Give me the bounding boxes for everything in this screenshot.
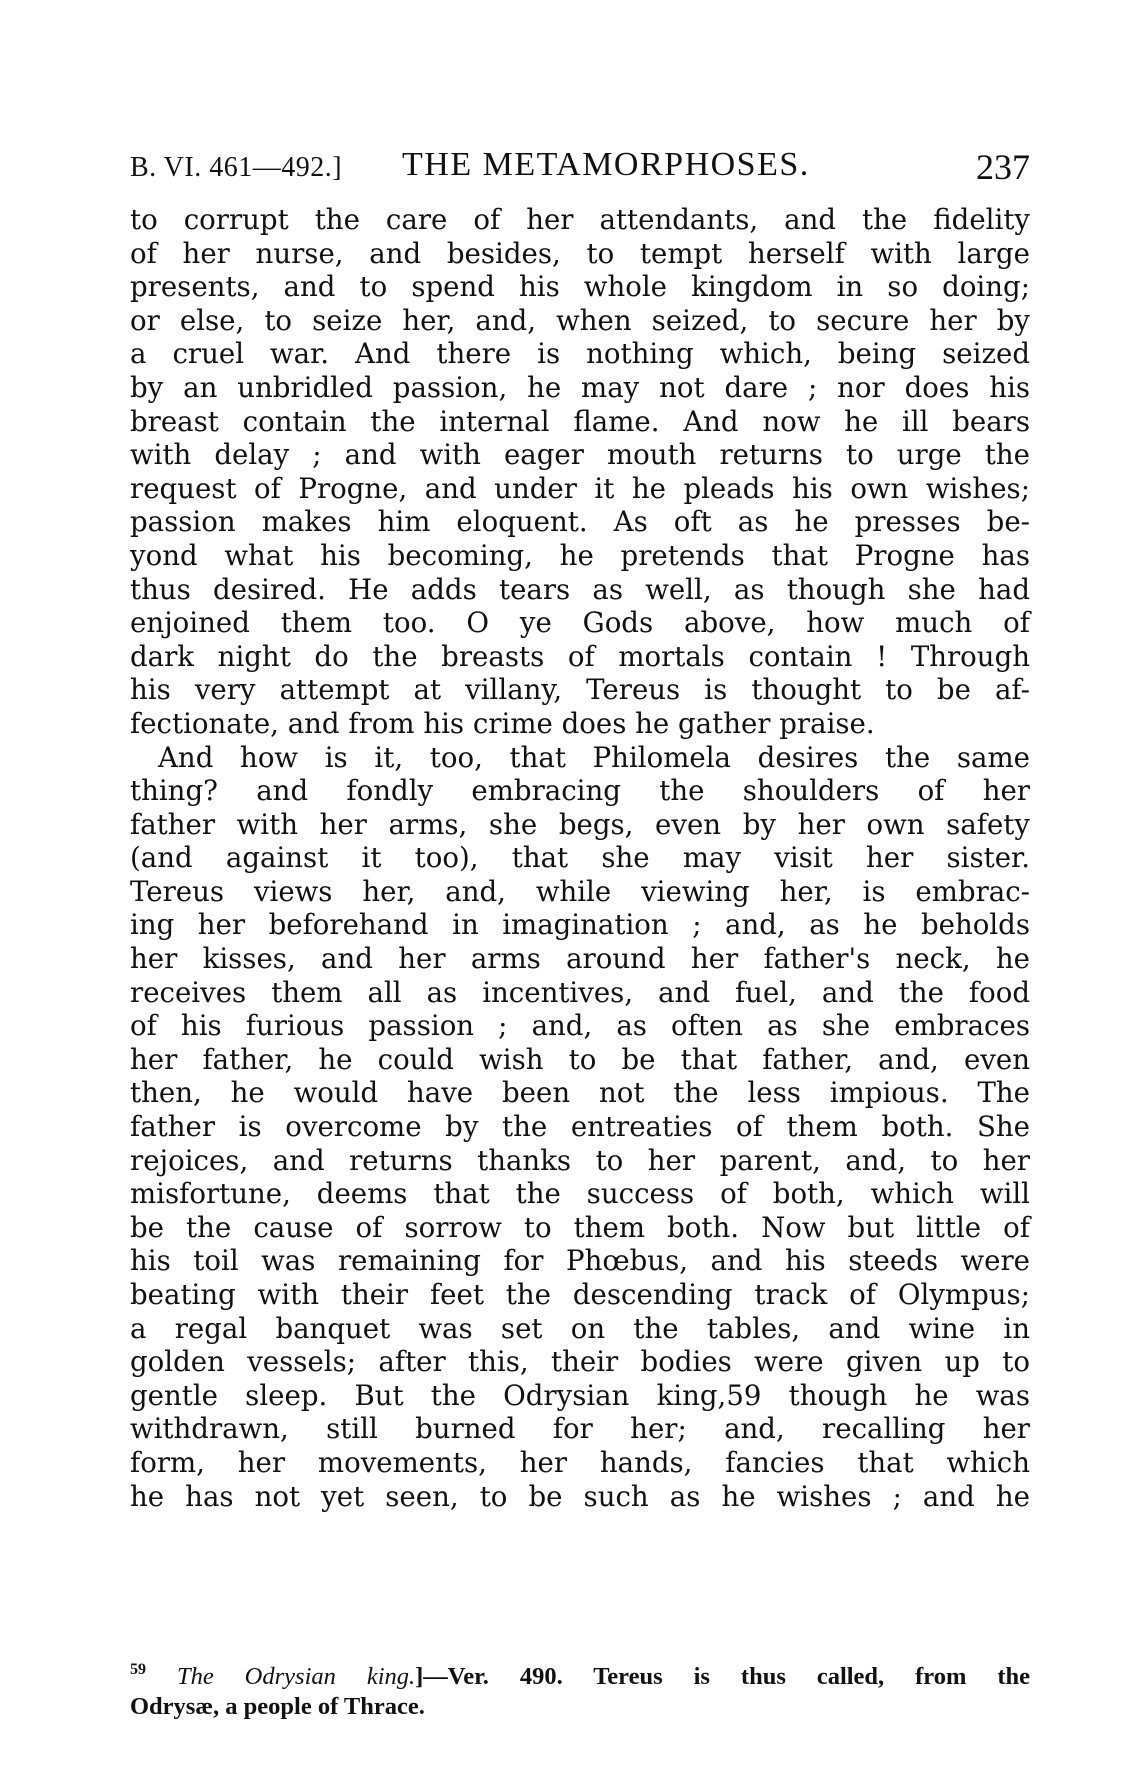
text-line: a regal banquet was set on the tables, and wine in bbox=[130, 1311, 1030, 1345]
running-title: THE METAMORPHOSES. bbox=[402, 146, 810, 183]
text-line: request of Progne, and under it he pleads his own wishes; bbox=[130, 471, 1030, 505]
footnote-line bbox=[130, 1655, 1030, 1692]
text-line: thing? and fondly embracing the shoulders of her bbox=[130, 774, 1030, 808]
footnote-line: Odrysæ, a people of Thrace. bbox=[130, 1693, 425, 1720]
text-line: a cruel war. And there is nothing which, being seized bbox=[130, 337, 1030, 371]
text-line: his very attempt at villany, Tereus is thought to be af- bbox=[130, 673, 1030, 707]
text-line: his toil was remaining for Phœbus, and his steeds were bbox=[130, 1244, 1030, 1278]
text-line: with delay ; and with eager mouth returns to urge the bbox=[130, 438, 1030, 472]
text-line: of her nurse, and besides, to tempt herself with large bbox=[130, 236, 1030, 270]
text-line: (and against it too), that she may visit her sister. bbox=[130, 841, 1030, 875]
text-line: yond what his becoming, he pretends that Progne has bbox=[130, 538, 1030, 572]
paragraph-start-line: And how is it, too, that Philomela desires the same bbox=[158, 740, 1030, 774]
text-line: or else, to seize her, and, when seized, to secure her by bbox=[130, 303, 1030, 337]
text-line: passion makes him eloquent. As oft as he presses be- bbox=[130, 505, 1030, 539]
text-line: presents, and to spend his whole kingdom in so doing; bbox=[130, 270, 1030, 304]
page-number: 237 bbox=[976, 147, 1030, 187]
text-line: thus desired. He adds tears as well, as though she had bbox=[130, 572, 1030, 606]
footnote-number: 59 bbox=[130, 1661, 146, 1678]
text-line: breast contain the internal flame. And now he ill bears bbox=[130, 404, 1030, 438]
text-line: her father, he could wish to be that father, and, even bbox=[130, 1042, 1030, 1076]
text-line: fectionate, and from his crime does he gather praise. bbox=[130, 706, 875, 740]
text-line: withdrawn, still burned for her; and, recalling her bbox=[130, 1412, 1030, 1446]
running-header bbox=[130, 146, 1030, 190]
text-line: be the cause of sorrow to them both. Now but little of bbox=[130, 1210, 1030, 1244]
text-line: her kisses, and her arms around her father's neck, he bbox=[130, 942, 1030, 976]
text-line: golden vessels; after this, their bodies were given up to bbox=[130, 1345, 1030, 1379]
text-line: of his furious passion ; and, as often as she embraces bbox=[130, 1009, 1030, 1043]
text-line: ing her beforehand in imagination ; and, as he beholds bbox=[130, 908, 1030, 942]
text-line: misfortune, deems that the success of both, which will bbox=[130, 1177, 1030, 1211]
footnote bbox=[130, 1655, 1030, 1722]
text-line: enjoined them too. O ye Gods above, how much of bbox=[130, 606, 1030, 640]
text-line: receives them all as incentives, and fuel, and the food bbox=[130, 975, 1030, 1009]
text-line: beating with their feet the descending track of Olympus; bbox=[130, 1278, 1030, 1311]
text-line: by an unbridled passion, he may not dare ; nor does his bbox=[130, 370, 1030, 404]
text-line: dark night do the breasts of mortals contain ! Through bbox=[130, 639, 1030, 673]
book-line-reference: B. VI. 461—492.] bbox=[130, 152, 343, 183]
text-line: rejoices, and returns thanks to her parent, and, to her bbox=[130, 1143, 1030, 1177]
text-line: Tereus views her, and, while viewing her, is embrac- bbox=[130, 874, 1030, 908]
text-line: father with her arms, she begs, even by her own safety bbox=[130, 807, 1030, 841]
text-line: then, he would have been not the less impious. The bbox=[130, 1076, 1030, 1110]
text-line: form, her movements, her hands, fancies that which bbox=[130, 1445, 1030, 1479]
text-line: to corrupt the care of her attendants, and the fidelity bbox=[130, 203, 1030, 236]
body-text bbox=[130, 203, 1030, 1513]
text-line: he has not yet seen, to be such as he wishes ; and he bbox=[130, 1479, 1030, 1513]
footnote-title: The Odrysian king. bbox=[176, 1663, 416, 1690]
text-line: gentle sleep. But the Odrysian king,59 though he was bbox=[130, 1378, 1030, 1412]
text-line: father is overcome by the entreaties of them both. She bbox=[130, 1110, 1030, 1144]
footnote-text: ]—Ver. 490. Tereus is thus called, from the bbox=[415, 1663, 1031, 1690]
